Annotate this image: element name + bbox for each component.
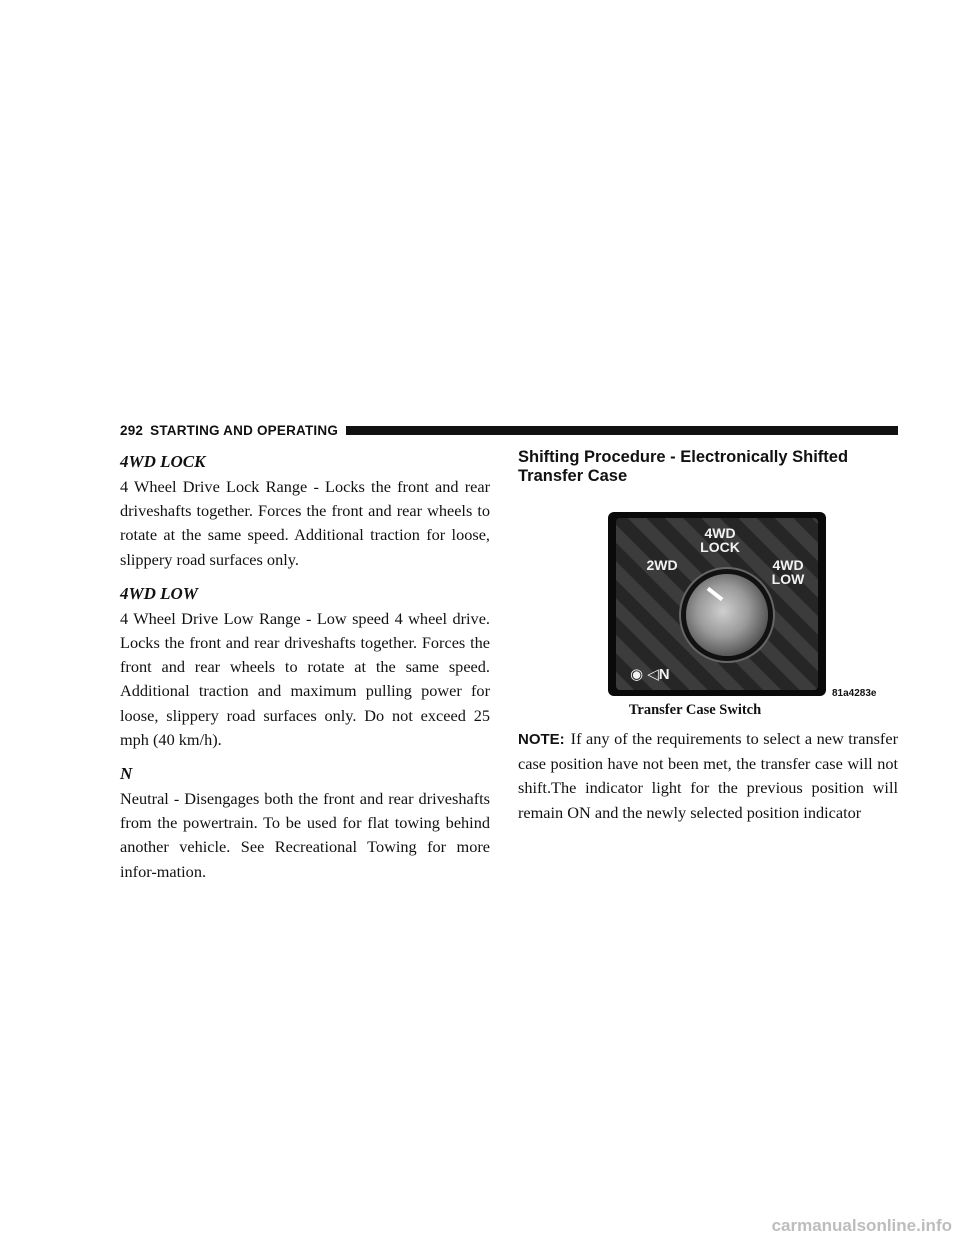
label-4wd-lock [690,526,750,554]
section-title: STARTING AND OPERATING [150,422,339,438]
watermark: carmanualsonline.info [771,1216,952,1235]
page-number: 292 [120,422,144,438]
transfer-case-switch-image [608,512,826,696]
note-paragraph [518,727,898,825]
label-4wd-lock-line1: 4WD [704,525,736,541]
left-column [120,448,490,896]
page-header [120,422,898,438]
note-text: If any of the requirements to select a new transfer case position have not been met, the transfer case will not shift.The indicator light for the previous position will remain ON and the newly selected position indicator [518,729,898,822]
section-heading: Shifting Procedure - Electronically Shifted Transfer Case [518,448,849,485]
label-4wd-lock-line2: LOCK [700,539,740,555]
note-label: NOTE: [518,731,565,748]
figure-caption: Transfer Case Switch [628,702,762,718]
switch-face [616,518,818,690]
knob-pointer [707,587,724,601]
selector-knob [686,574,768,656]
desc-neutral: Neutral - Disengages both the front and rear driveshafts from the powertrain. To be used for flat towing behind another vehicle. See Recreational Towing for more infor-mation. [120,789,490,881]
label-4wd-low-line1: 4WD [772,557,804,573]
term-4wd-low: 4WD LOW [120,583,198,603]
label-4wd-low [766,558,810,586]
term-neutral: N [120,764,133,784]
term-4wd-lock: 4WD LOCK [120,452,206,471]
right-column [518,448,898,837]
label-2wd: 2WD [646,557,678,573]
desc-4wd-lock: 4 Wheel Drive Lock Range - Locks the front and rear driveshafts together. Forces the front and rear wheels to rotate at the same speed. Additional traction for loose, slippery road surfaces only. [120,477,490,569]
label-4wd-low-line2: LOW [771,571,805,587]
figure-code: 81a4283e [832,688,877,699]
transfer-case-figure [518,512,898,702]
label-neutral: ◉ ◁N [630,666,670,683]
header-rule [346,426,898,435]
desc-4wd-low: 4 Wheel Drive Low Range - Low speed 4 wheel drive. Locks the front and rear driveshafts together. Forces the front and rear wheels to rotate at the same speed. Additional traction and maximum pulling power for loose, slippery road surfaces only. Do not exceed 25 mph (40 km/h). [120,608,490,749]
